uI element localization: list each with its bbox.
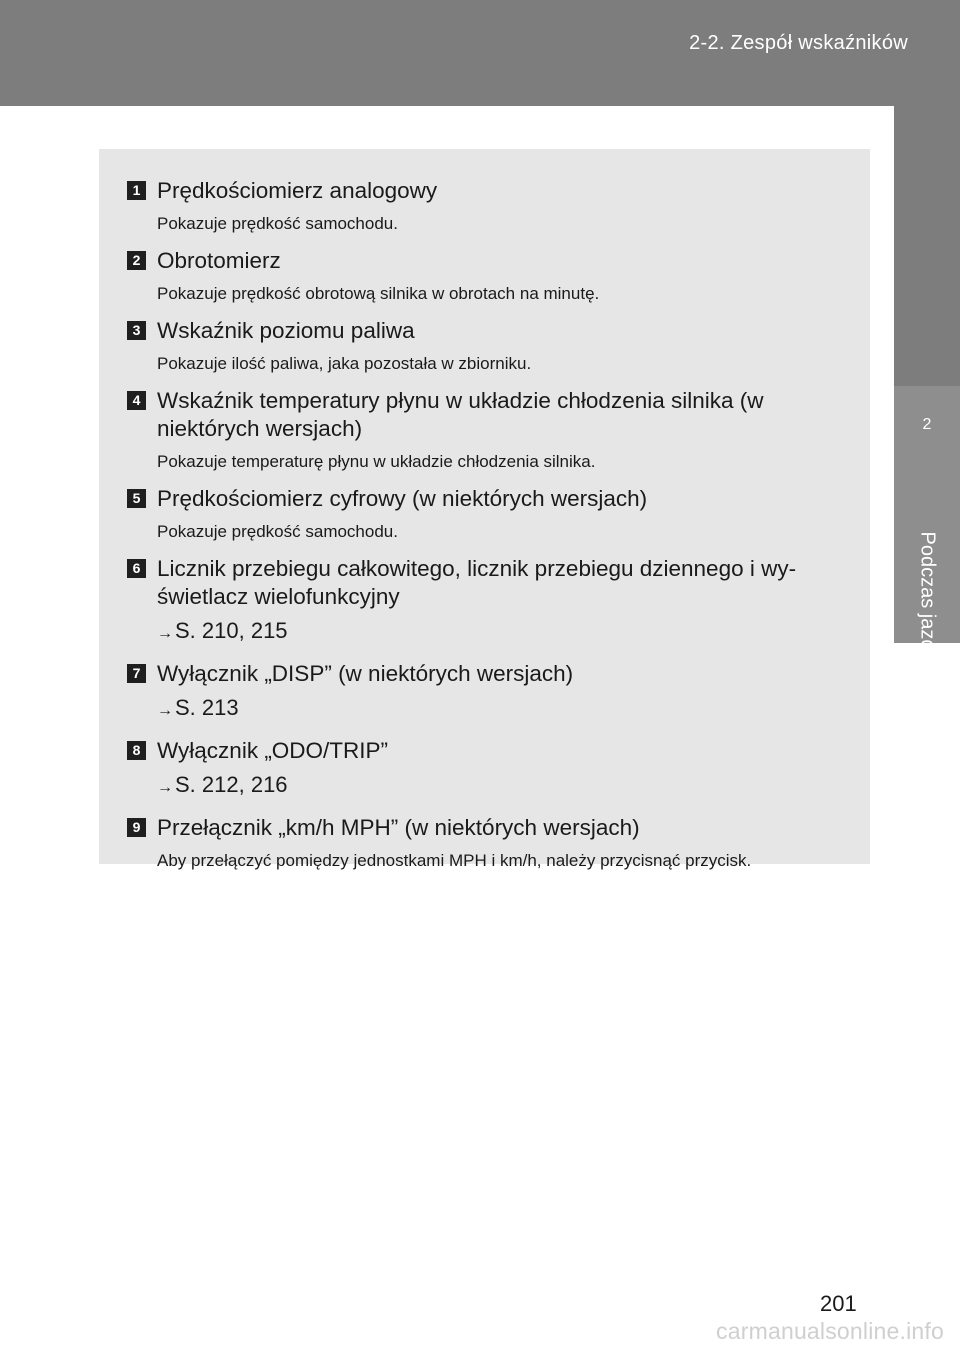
- item-description: Pokazuje ilość paliwa, jaka pozostała w zbiorniku.: [157, 354, 532, 373]
- page-reference-text: S. 212, 216: [175, 772, 288, 797]
- item-number-badge: 1: [127, 181, 146, 200]
- legend-item-heading: [127, 247, 852, 275]
- legend-item-heading: [127, 387, 852, 443]
- item-description: Pokazuje prędkość samochodu.: [157, 214, 398, 233]
- item-number-badge: 4: [127, 391, 146, 410]
- page-reference-text: S. 213: [175, 695, 239, 720]
- item-number-badge: 9: [127, 818, 146, 837]
- item-description: Aby przełączyć pomiędzy jednostkami MPH i km/h, należy przycisnąć przycisk.: [157, 851, 752, 870]
- legend-item: [127, 485, 852, 543]
- item-number-badge: 3: [127, 321, 146, 340]
- legend-item-heading: [127, 555, 852, 611]
- item-description: Pokazuje prędkość samochodu.: [157, 522, 398, 541]
- item-number-badge: 7: [127, 664, 146, 683]
- arrow-right-icon: →: [157, 702, 173, 719]
- item-title: Prędkościomierz cyfrowy (w niektórych wersjach): [157, 486, 648, 511]
- item-title: Przełącznik „km/h MPH” (w niektórych wersjach): [157, 815, 640, 840]
- legend-item-heading: [127, 177, 852, 205]
- legend-item-heading: [127, 814, 852, 842]
- arrow-right-icon: →: [157, 779, 173, 796]
- arrow-right-icon: →: [157, 625, 173, 642]
- chapter-name: Podczas jazdy: [916, 531, 939, 661]
- item-title: Obrotomierz: [157, 248, 281, 273]
- chapter-side-tab: [894, 106, 960, 661]
- legend-item: [127, 660, 852, 725]
- item-number-badge: 8: [127, 741, 146, 760]
- legend-item: [127, 555, 852, 648]
- page-reference: [157, 771, 852, 802]
- item-title: Wyłącznik „ODO/TRIP”: [157, 738, 389, 763]
- legend-item: [127, 814, 852, 872]
- page-reference-text: S. 210, 215: [175, 618, 288, 643]
- item-title: Wskaźnik poziomu paliwa: [157, 318, 415, 343]
- item-description: Pokazuje temperaturę płynu w układzie chłodzenia silnika.: [157, 452, 596, 471]
- section-title: 2-2. Zespół wskaźników: [689, 32, 908, 54]
- item-title: Wyłącznik „DISP” (w niektórych wersjach): [157, 661, 574, 686]
- item-number-badge: 6: [127, 559, 146, 578]
- watermark: carmanualsonline.info: [716, 1318, 944, 1344]
- page-reference: [157, 617, 852, 648]
- item-title: Prędkościomierz analogowy: [157, 178, 438, 203]
- legend-item-heading: [127, 485, 852, 513]
- legend-item-heading: [127, 317, 852, 345]
- item-number-badge: 2: [127, 251, 146, 270]
- item-number-badge: 5: [127, 489, 146, 508]
- legend-item: [127, 737, 852, 802]
- chapter-number: 2: [922, 416, 932, 433]
- legend-item: [127, 247, 852, 305]
- legend-item: [127, 387, 852, 473]
- page-number: 201: [820, 1291, 857, 1316]
- item-description: Pokazuje prędkość obrotową silnika w obrotach na minutę.: [157, 284, 600, 303]
- page-reference: [157, 694, 852, 725]
- item-title: Licznik przebiegu całkowitego, licznik przebiegu dziennego i wy- świetlacz wielofunkcyjny: [157, 556, 797, 609]
- legend-box: [99, 149, 870, 870]
- legend-item-heading: [127, 737, 852, 765]
- legend-item-heading: [127, 660, 852, 688]
- item-title: Wskaźnik temperatury płynu w układzie chłodzenia silnika (w niektórych wersjach): [157, 388, 764, 441]
- header-bar: [0, 0, 960, 106]
- legend-item: [127, 177, 852, 235]
- legend-item: [127, 317, 852, 375]
